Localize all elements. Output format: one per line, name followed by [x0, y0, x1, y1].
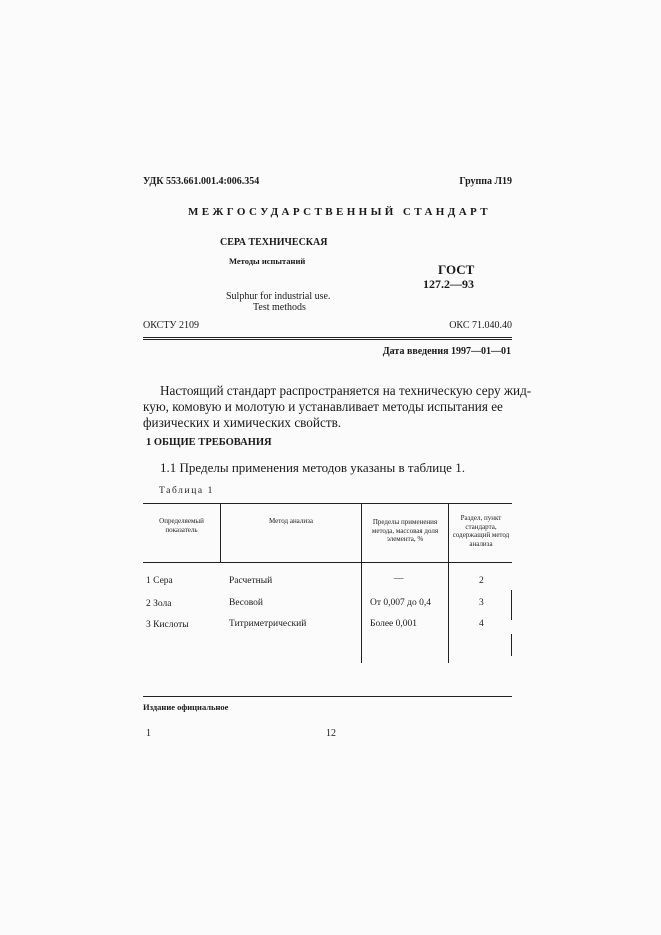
- table-header-range: Пределы применения метода, массовая доля элемента, %: [371, 518, 439, 543]
- oks-code: ОКС 71.040.40: [449, 320, 512, 331]
- column-divider: [448, 503, 449, 663]
- gost-number: 127.2—93: [423, 277, 474, 291]
- udk-code: УДК 553.661.001.4:006.354: [143, 176, 260, 187]
- interstate-standard-heading: МЕЖГОСУДАРСТВЕННЫЙ СТАНДАРТ: [188, 206, 492, 218]
- cell-method: Расчетный: [229, 576, 273, 586]
- section-heading: 1 ОБЩИЕ ТРЕБОВАНИЯ: [146, 437, 272, 448]
- table-caption: Таблица 1: [159, 486, 215, 496]
- sheet-mark: 1: [146, 728, 151, 739]
- document-title: СЕРА ТЕХНИЧЕСКАЯ: [220, 237, 328, 248]
- header-divider-double: [143, 339, 512, 340]
- table-top-border: [143, 503, 512, 504]
- intro-paragraph-line1: Настоящий стандарт распространяется на техническую серу жид-: [160, 383, 532, 398]
- gost-label: ГОСТ: [438, 262, 475, 277]
- cell-method: Весовой: [229, 598, 264, 608]
- column-divider: [220, 503, 221, 563]
- cell-range: Более 0,001: [370, 619, 418, 629]
- header-divider: [143, 337, 512, 338]
- cell-section: 2: [479, 576, 484, 586]
- page-number: 12: [326, 728, 336, 739]
- cell-indicator: 3 Кислоты: [146, 620, 189, 630]
- cell-method: Титриметрический: [229, 619, 307, 629]
- column-divider-fragment: [511, 590, 512, 620]
- intro-paragraph-line2: кую, комовую и молотую и устанавливает методы испытания ее: [143, 399, 503, 414]
- table-header-indicator: Определяемый показатель: [159, 517, 204, 534]
- english-title: Sulphur for industrial use.: [226, 291, 331, 302]
- column-divider-fragment: [511, 634, 512, 656]
- clause-1-1: 1.1 Пределы применения методов указаны в таблице 1.: [160, 460, 465, 475]
- table-header-section: Раздел, пункт стандарта, содержащий метод анализа: [452, 514, 510, 548]
- table-header-method: Метод анализа: [269, 517, 313, 525]
- cell-section: 3: [479, 598, 484, 608]
- edition-note: Издание официальное: [143, 702, 229, 712]
- table-header-border: [143, 562, 512, 563]
- english-subtitle: Test methods: [253, 302, 306, 313]
- introduction-date: Дата введения 1997—01—01: [382, 346, 511, 357]
- okstu-code: ОКСТУ 2109: [143, 320, 200, 331]
- cell-range: —: [394, 574, 404, 584]
- cell-section: 4: [479, 619, 484, 629]
- footer-divider: [143, 696, 512, 697]
- cell-indicator: 2 Зола: [146, 599, 172, 609]
- column-divider: [361, 503, 362, 663]
- cell-range: От 0,007 до 0,4: [370, 598, 431, 608]
- document-subtitle: Методы испытаний: [229, 256, 306, 266]
- cell-indicator: 1 Сера: [146, 576, 173, 586]
- intro-paragraph-line3: физических и химических свойств.: [143, 415, 342, 430]
- group-code: Группа Л19: [459, 176, 512, 187]
